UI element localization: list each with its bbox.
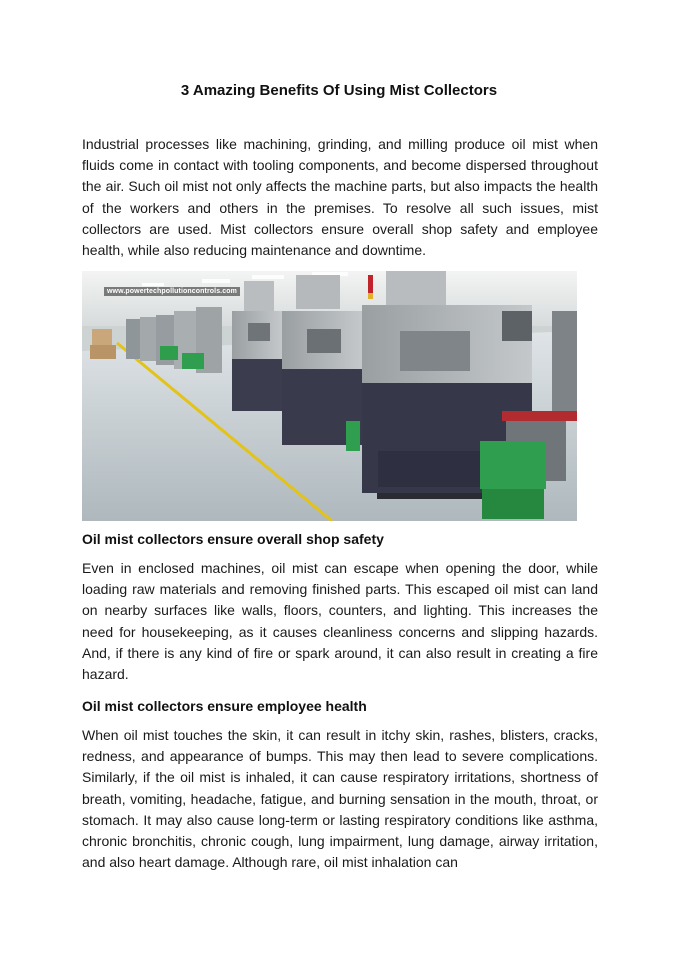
page-title: 3 Amazing Benefits Of Using Mist Collectors	[180, 82, 498, 99]
factory-photo	[82, 271, 577, 521]
section-body-employee-health: When oil mist touches the skin, it can result in itchy skin, rashes, blisters, cracks, redness, and appearance of bumps. This may then lead to severe complications. Similarly, if the oil mist is inhaled, it can cause respiratory irritations, shortness of breath, vomiting, headache, fatigue, and burning sensation in the mouth, throat, or stomach. It may also cause long-term or lasting respiratory conditions like asthma, chronic bronchitis, chronic cough, lung impairment, lung damage, airway irritation, and also heart damage. Although rare, oil mist inhalation can	[82, 727, 598, 871]
section-heading-shop-safety: Oil mist collectors ensure overall shop safety	[82, 531, 384, 547]
section-body-shop-safety: Even in enclosed machines, oil mist can escape when opening the door, while loading raw materials and removing finished parts. This escaped oil mist can land on nearby surfaces like walls, floors, counters, and lighting. This increases the need for housekeeping, as it causes cleanliness concerns and slipping hazards. And, if there is any kind of fire or spark around, it can also result in creating a fire hazard.	[82, 560, 598, 683]
photo-watermark: www.powertechpollutioncontrols.com	[104, 287, 240, 296]
section-heading-employee-health: Oil mist collectors ensure employee health	[82, 698, 367, 714]
intro-paragraph: Industrial processes like machining, grinding, and milling produce oil mist when fluids come in contact with tooling components, and become dispersed throughout the air. Such oil mist not only affects the machine parts, but also impacts the health of the workers and others in the premises. To resolve all such issues, mist collectors are used. Mist collectors ensure overall shop safety and employee health, while also reducing maintenance and downtime.	[82, 136, 598, 259]
